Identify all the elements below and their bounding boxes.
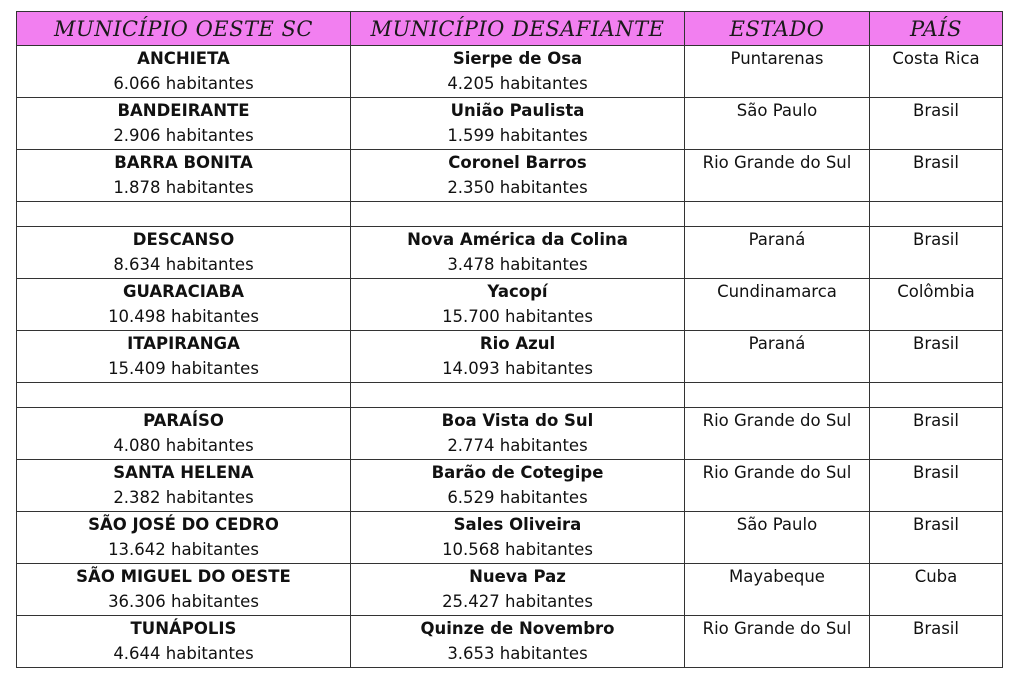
cell-municipio-oeste bbox=[17, 512, 351, 564]
table-row bbox=[17, 616, 1003, 668]
cell-municipio-oeste bbox=[17, 408, 351, 460]
table-row bbox=[17, 331, 1003, 383]
cell-municipio-desafiante bbox=[351, 564, 685, 616]
municipio-oeste-population: 8.634 habitantes bbox=[113, 255, 254, 274]
cell-pais: Brasil bbox=[870, 331, 1003, 383]
table-row bbox=[17, 512, 1003, 564]
cell-municipio-desafiante bbox=[351, 227, 685, 279]
municipio-desafiante-population: 3.653 habitantes bbox=[447, 644, 588, 663]
empty-cell bbox=[17, 202, 351, 227]
municipio-desafiante-population: 6.529 habitantes bbox=[447, 488, 588, 507]
municipio-oeste-population: 2.382 habitantes bbox=[113, 488, 254, 507]
cell-pais: Costa Rica bbox=[870, 46, 1003, 98]
header-row bbox=[17, 12, 1003, 46]
cell-municipio-oeste bbox=[17, 279, 351, 331]
cell-estado: Rio Grande do Sul bbox=[685, 150, 870, 202]
municipio-oeste-name: BARRA BONITA bbox=[114, 153, 253, 172]
municipio-desafiante-name: Quinze de Novembro bbox=[420, 619, 615, 638]
table-body bbox=[17, 46, 1003, 668]
cell-municipio-oeste bbox=[17, 227, 351, 279]
municipio-oeste-name: BANDEIRANTE bbox=[117, 101, 250, 120]
empty-cell bbox=[685, 383, 870, 408]
municipio-desafiante-population: 14.093 habitantes bbox=[442, 359, 593, 378]
table-row bbox=[17, 150, 1003, 202]
municipio-desafiante-population: 15.700 habitantes bbox=[442, 307, 593, 326]
cell-municipio-oeste bbox=[17, 331, 351, 383]
cell-municipio-oeste bbox=[17, 46, 351, 98]
municipio-oeste-population: 2.906 habitantes bbox=[113, 126, 254, 145]
municipio-desafiante-name: Sales Oliveira bbox=[453, 515, 582, 534]
cell-municipio-desafiante bbox=[351, 616, 685, 668]
municipio-desafiante-name: Sierpe de Osa bbox=[452, 49, 583, 68]
cell-pais: Colômbia bbox=[870, 279, 1003, 331]
cell-pais: Brasil bbox=[870, 408, 1003, 460]
header-municipio-oeste: MUNICÍPIO OESTE SC bbox=[17, 12, 351, 46]
header-municipio-desafiante: MUNICÍPIO DESAFIANTE bbox=[351, 12, 685, 46]
municipio-desafiante-name: Yacopí bbox=[487, 282, 548, 301]
empty-cell bbox=[351, 383, 685, 408]
cell-municipio-oeste bbox=[17, 460, 351, 512]
municipio-oeste-name: DESCANSO bbox=[132, 230, 235, 249]
cell-pais: Cuba bbox=[870, 564, 1003, 616]
empty-cell bbox=[17, 383, 351, 408]
cell-estado: Rio Grande do Sul bbox=[685, 408, 870, 460]
municipio-desafiante-name: Nueva Paz bbox=[469, 567, 566, 586]
empty-cell bbox=[351, 202, 685, 227]
cell-pais: Brasil bbox=[870, 616, 1003, 668]
table-row bbox=[17, 460, 1003, 512]
cell-municipio-desafiante bbox=[351, 331, 685, 383]
municipio-desafiante-population: 2.350 habitantes bbox=[447, 178, 588, 197]
cell-municipio-oeste bbox=[17, 98, 351, 150]
spacer-row bbox=[17, 202, 1003, 227]
cell-estado: Paraná bbox=[685, 227, 870, 279]
table-row bbox=[17, 564, 1003, 616]
municipio-oeste-name: TUNÁPOLIS bbox=[130, 619, 237, 638]
cell-estado: São Paulo bbox=[685, 98, 870, 150]
cell-municipio-desafiante bbox=[351, 460, 685, 512]
municipio-desafiante-population: 10.568 habitantes bbox=[442, 540, 593, 559]
table-row bbox=[17, 227, 1003, 279]
cell-pais: Brasil bbox=[870, 150, 1003, 202]
cell-municipio-oeste bbox=[17, 564, 351, 616]
municipio-oeste-population: 4.080 habitantes bbox=[113, 436, 254, 455]
table-row bbox=[17, 279, 1003, 331]
municipio-desafiante-population: 2.774 habitantes bbox=[447, 436, 588, 455]
cell-estado: Rio Grande do Sul bbox=[685, 616, 870, 668]
municipio-oeste-name: PARAÍSO bbox=[143, 411, 224, 430]
municipio-oeste-name: SÃO MIGUEL DO OESTE bbox=[76, 567, 291, 586]
municipio-oeste-population: 15.409 habitantes bbox=[108, 359, 259, 378]
municipio-oeste-population: 6.066 habitantes bbox=[113, 74, 254, 93]
municipio-desafiante-population: 4.205 habitantes bbox=[447, 74, 588, 93]
cell-pais: Brasil bbox=[870, 98, 1003, 150]
municipio-oeste-population: 4.644 habitantes bbox=[113, 644, 254, 663]
municipio-desafiante-name: Barão de Cotegipe bbox=[431, 463, 604, 482]
municipio-desafiante-population: 25.427 habitantes bbox=[442, 592, 593, 611]
table-row bbox=[17, 46, 1003, 98]
municipio-oeste-population: 36.306 habitantes bbox=[108, 592, 259, 611]
cell-estado: Rio Grande do Sul bbox=[685, 460, 870, 512]
cell-municipio-desafiante bbox=[351, 408, 685, 460]
municipio-oeste-name: SANTA HELENA bbox=[113, 463, 254, 482]
empty-cell bbox=[870, 202, 1003, 227]
cell-municipio-oeste bbox=[17, 150, 351, 202]
header-estado: ESTADO bbox=[685, 12, 870, 46]
cell-pais: Brasil bbox=[870, 227, 1003, 279]
municipio-oeste-name: ANCHIETA bbox=[137, 49, 230, 68]
municipio-oeste-population: 13.642 habitantes bbox=[108, 540, 259, 559]
municipio-oeste-name: GUARACIABA bbox=[122, 282, 245, 301]
cell-municipio-desafiante bbox=[351, 512, 685, 564]
municipio-desafiante-name: União Paulista bbox=[450, 101, 585, 120]
municipio-desafiante-population: 1.599 habitantes bbox=[447, 126, 588, 145]
cell-estado: Mayabeque bbox=[685, 564, 870, 616]
header-pais: PAÍS bbox=[870, 12, 1003, 46]
cell-estado: Puntarenas bbox=[685, 46, 870, 98]
cell-municipio-oeste bbox=[17, 616, 351, 668]
municipio-desafiante-name: Rio Azul bbox=[479, 334, 556, 353]
municipio-oeste-population: 1.878 habitantes bbox=[113, 178, 254, 197]
municipio-desafiante-name: Boa Vista do Sul bbox=[441, 411, 594, 430]
cell-estado: Cundinamarca bbox=[685, 279, 870, 331]
table-row bbox=[17, 408, 1003, 460]
empty-cell bbox=[685, 202, 870, 227]
municipio-desafiante-population: 3.478 habitantes bbox=[447, 255, 588, 274]
cell-pais: Brasil bbox=[870, 512, 1003, 564]
cell-estado: São Paulo bbox=[685, 512, 870, 564]
municipio-oeste-population: 10.498 habitantes bbox=[108, 307, 259, 326]
cell-municipio-desafiante bbox=[351, 150, 685, 202]
empty-cell bbox=[870, 383, 1003, 408]
municipio-desafiante-name: Nova América da Colina bbox=[407, 230, 628, 249]
cell-municipio-desafiante bbox=[351, 279, 685, 331]
cell-estado: Paraná bbox=[685, 331, 870, 383]
spacer-row bbox=[17, 383, 1003, 408]
cell-municipio-desafiante bbox=[351, 98, 685, 150]
municipios-table bbox=[16, 11, 1003, 668]
table-row bbox=[17, 98, 1003, 150]
municipio-oeste-name: ITAPIRANGA bbox=[127, 334, 240, 353]
municipio-oeste-name: SÃO JOSÉ DO CEDRO bbox=[88, 515, 279, 534]
municipio-desafiante-name: Coronel Barros bbox=[448, 153, 587, 172]
cell-pais: Brasil bbox=[870, 460, 1003, 512]
cell-municipio-desafiante bbox=[351, 46, 685, 98]
